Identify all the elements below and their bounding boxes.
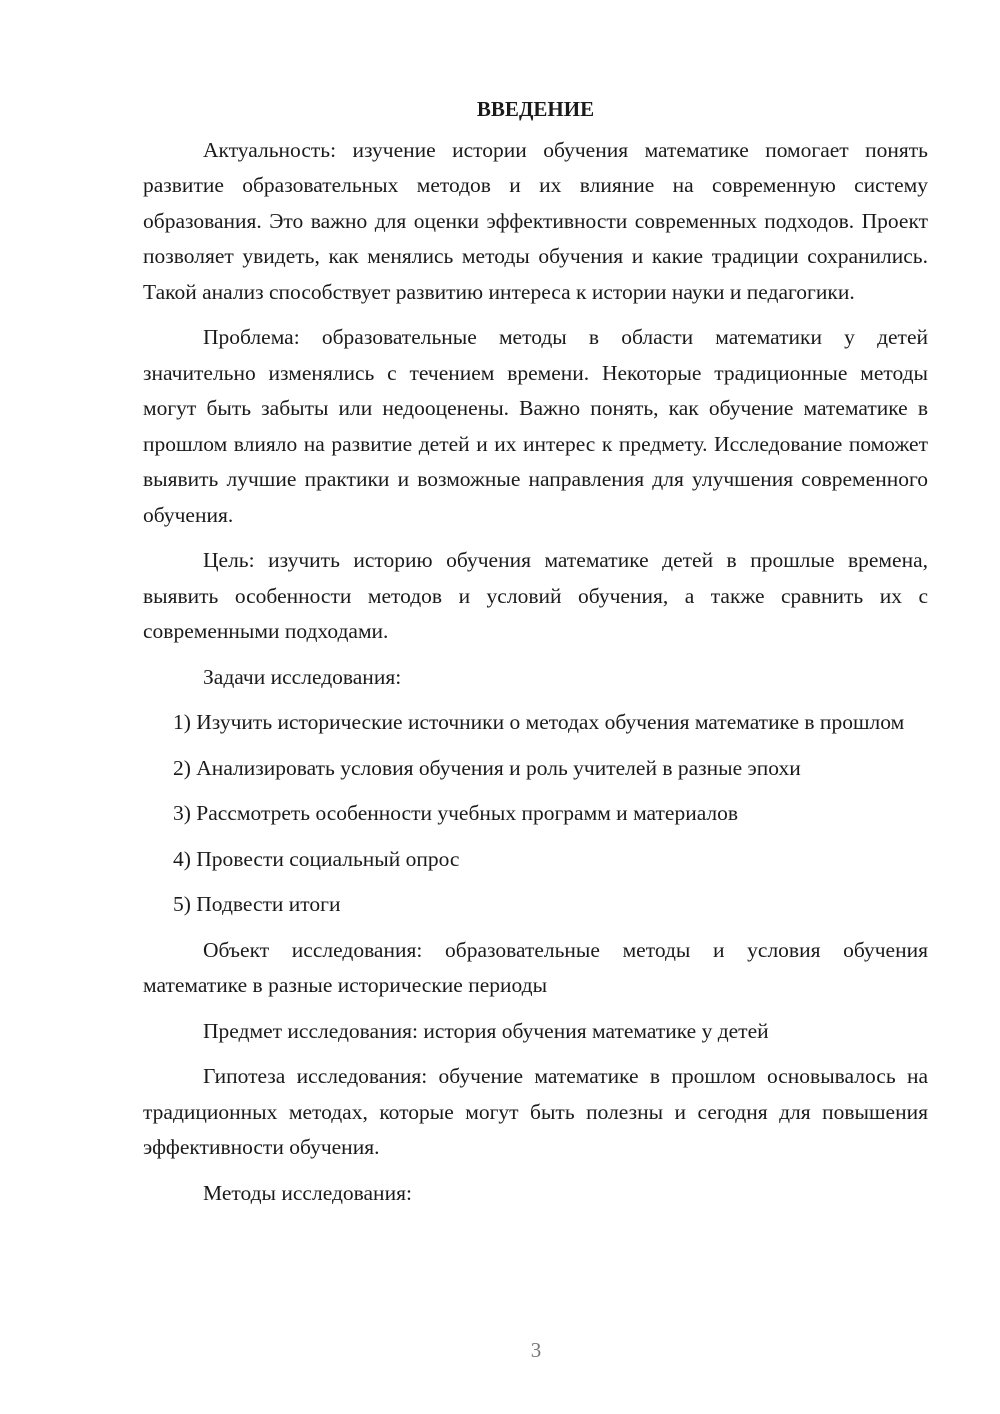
page-number: 3: [530, 1338, 542, 1362]
tasks-list: [143, 705, 928, 923]
task-item: 5) Подвести итоги: [173, 892, 341, 916]
paragraph-hypothesis: Гипотеза исследования: обучение математике в прошлом основывалось на традиционных методах, которые могут быть полезны и сегодня для повышения эффективности обучения.: [143, 1064, 928, 1159]
paragraph-methods: Методы исследования:: [203, 1180, 412, 1205]
task-item: 4) Провести социальный опрос: [173, 846, 460, 871]
paragraph-subject: Предмет исследования: история обучения математике у детей: [203, 1018, 769, 1043]
paragraph-problem: Проблема: образовательные методы в области математики у детей значительно изменялись с течением времени. Некоторые традиционные методы могут быть забыты или недооценены. Важно понять, как обучение математике в прошлом влияло на развитие детей и их интерес к предмету. Исследование поможет выявить лучшие практики и возможные направления для улучшения современного обучения.: [143, 325, 928, 527]
task-item: 1) Изучить исторические источники о методах обучения математике в прошлом: [173, 710, 905, 734]
tasks-heading: Задачи исследования:: [203, 664, 402, 689]
section-title: ВВЕДЕНИЕ: [476, 97, 595, 121]
page-content: [143, 92, 928, 1221]
paragraph-object: Объект исследования: образовательные методы и условия обучения математике в разные исторические периоды: [143, 937, 928, 997]
paragraph-relevance: Актуальность: изучение истории обучения математике помогает понять развитие образовательных методов и их влияние на современную систему образования. Это важно для оценки эффективности современных подходов. Проект позволяет увидеть, как менялись методы обучения и какие традиции сохранились. Такой анализ способствует развитию интереса к истории науки и педагогики.: [143, 137, 928, 304]
paragraph-goal: Цель: изучить историю обучения математике детей в прошлые времена, выявить особенности методов и условий обучения, а также сравнить их с современными подходами.: [143, 548, 928, 643]
task-item: 2) Анализировать условия обучения и роль учителей в разные эпохи: [173, 755, 801, 780]
task-item: 3) Рассмотреть особенности учебных программ и материалов: [173, 801, 739, 825]
